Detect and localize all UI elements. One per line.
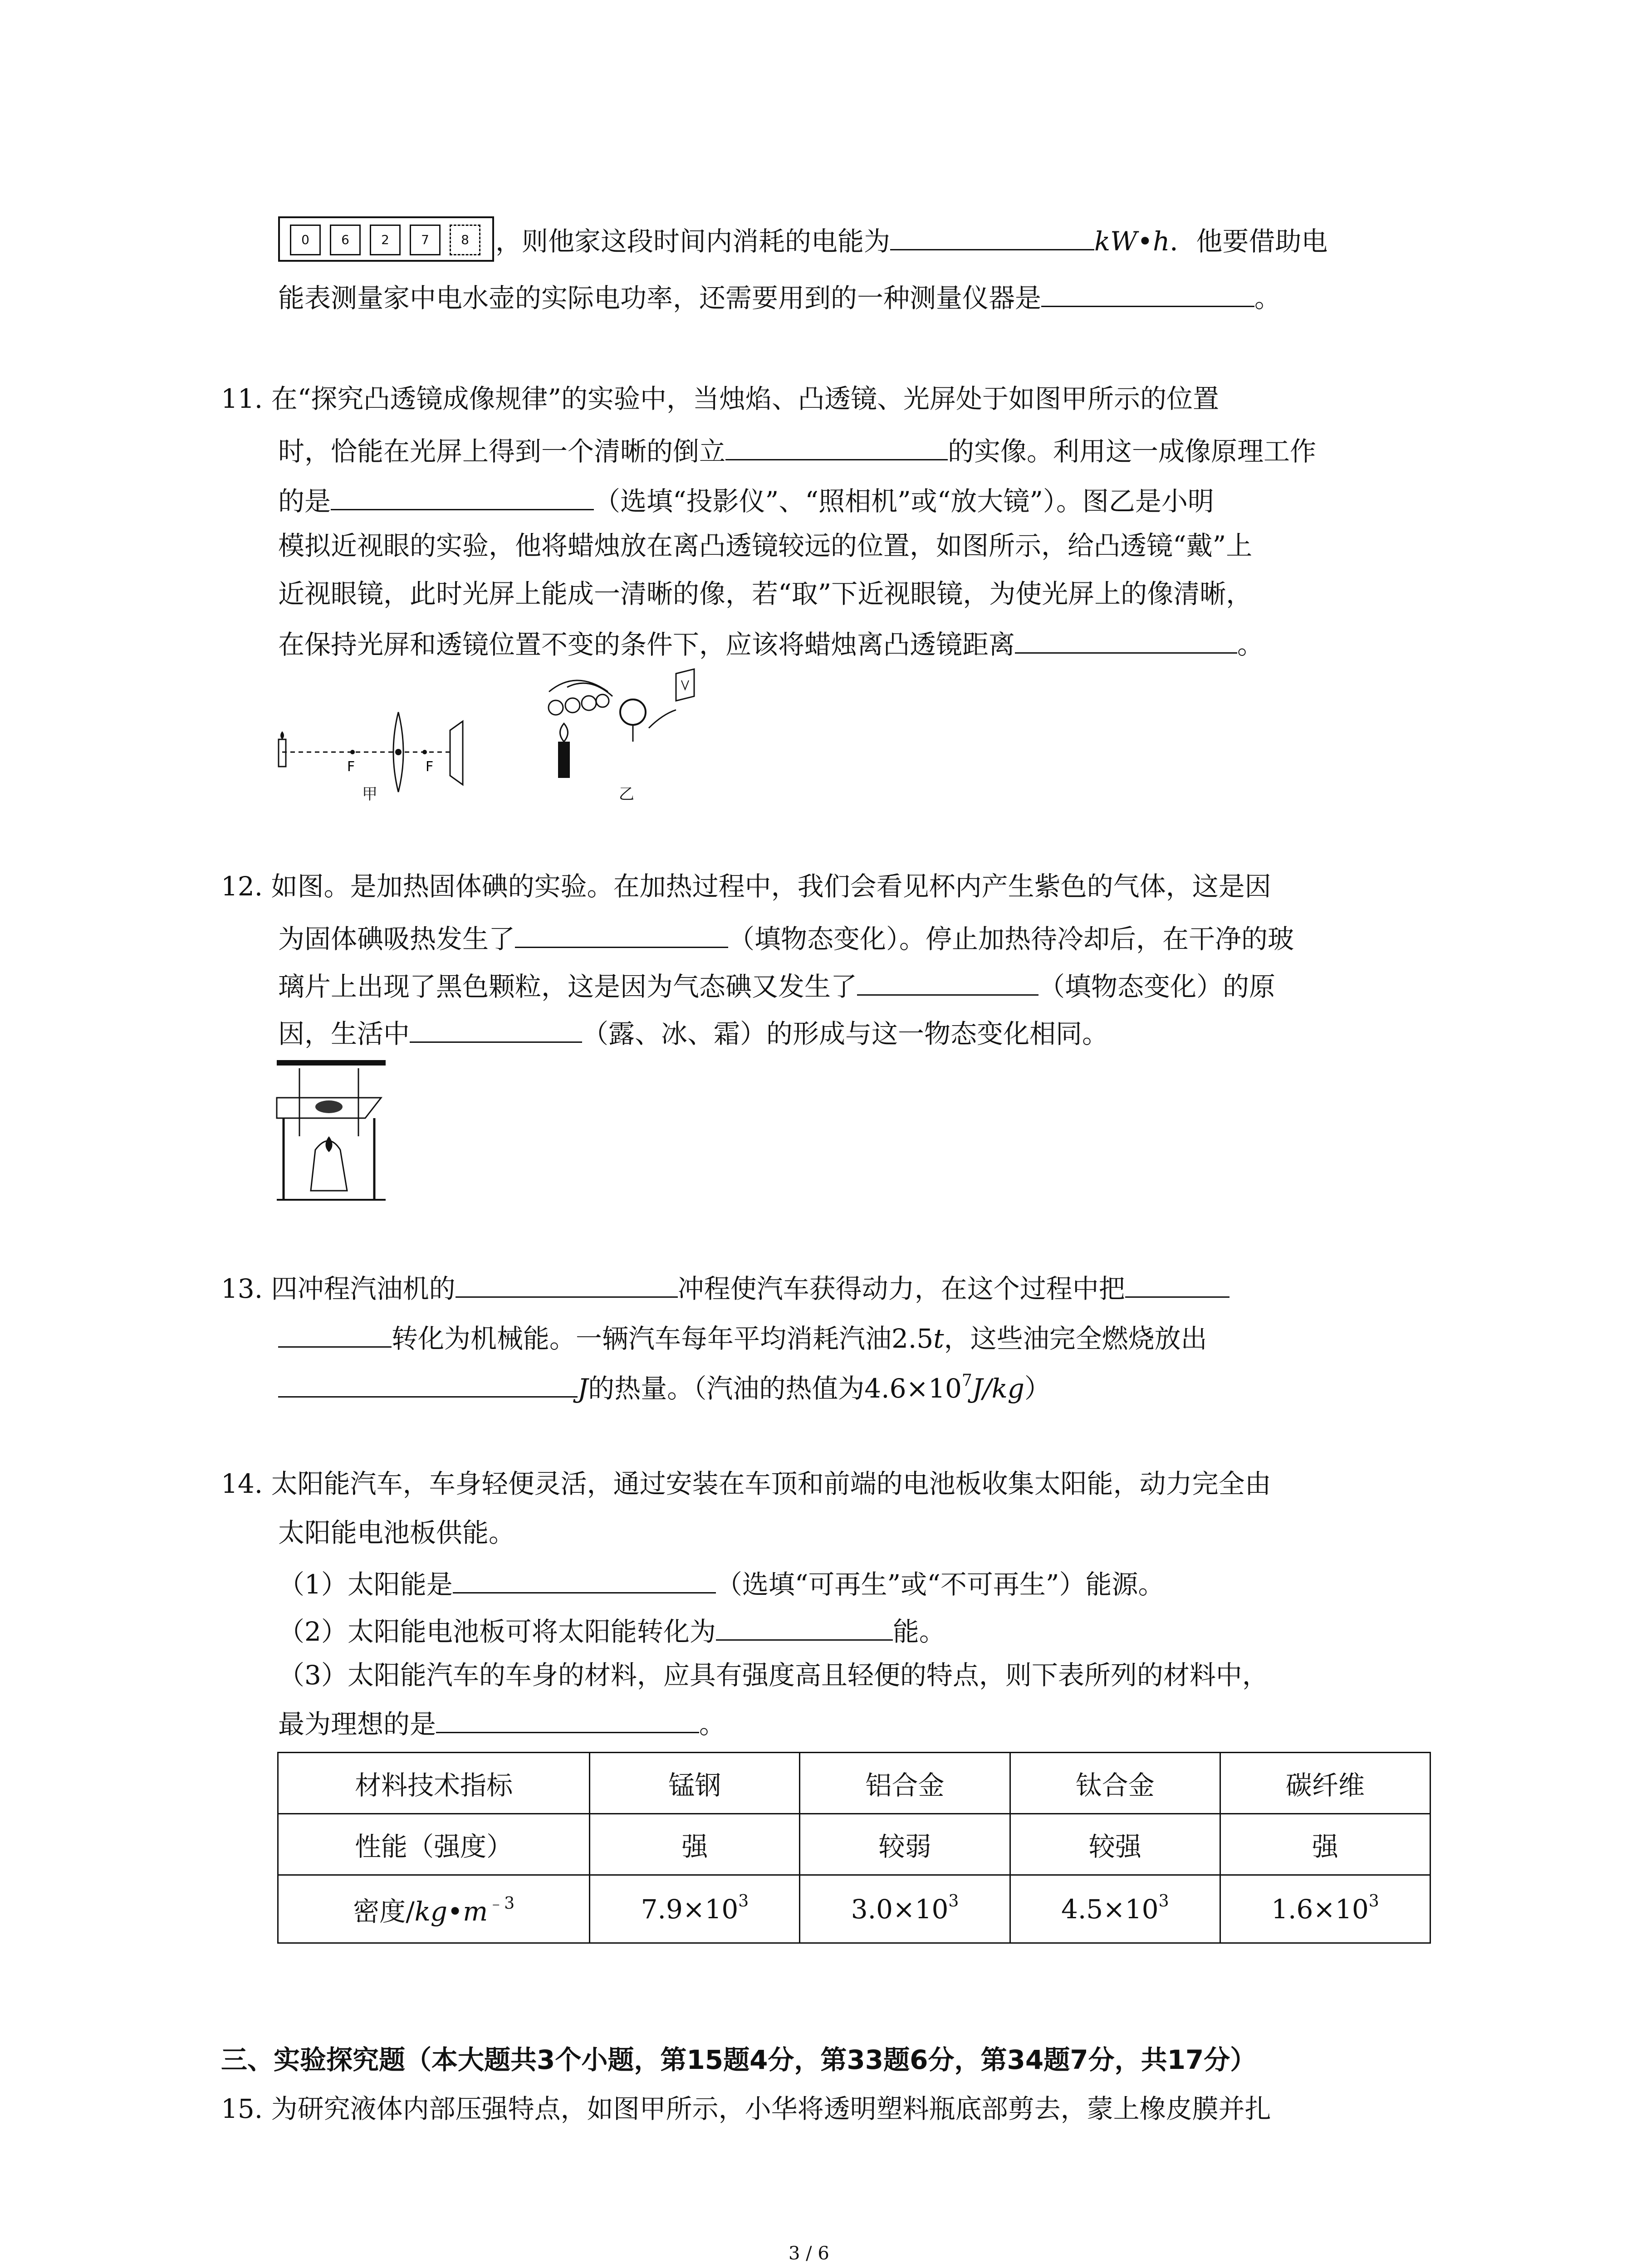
q14-line2: 太阳能电池板供能。 xyxy=(278,1517,515,1548)
page-number: 3 / 6 xyxy=(789,2243,829,2264)
figure-caption-yi: 乙 xyxy=(619,785,634,803)
table-cell: $1.6\times 10^3$ xyxy=(1220,1875,1430,1943)
q12-line1: 12. 如图。是加热固体碘的实验。在加热过程中，我们会看见杯内产生紫色的气体，这是因 xyxy=(221,871,1271,902)
answer-blank[interactable] xyxy=(1015,629,1237,654)
table-row xyxy=(278,1875,1430,1943)
materials-table xyxy=(277,1752,1431,1944)
lens-setup-figure xyxy=(272,699,481,798)
q13-line3: J的热量。（汽油的热值为$4.6\times 10^7J/kg$） xyxy=(278,1373,1051,1402)
q12-line4: 因，生活中 （露、冰、霜）的形成与这一物态变化相同。 xyxy=(278,1018,1109,1049)
candle-icon xyxy=(558,742,570,778)
table-cell: $3.0\times 10^3$ xyxy=(800,1875,1010,1943)
table-cell: 较弱 xyxy=(800,1814,1010,1875)
q10-line1: ，则他家这段时间内消耗的电能为 kW•h．他要借助电 xyxy=(495,226,1328,257)
q12-line3: 璃片上出现了黑色颗粒，这是因为气态碘又发生了 （填物态变化）的原 xyxy=(278,971,1276,1002)
table-header-cell: 碳纤维 xyxy=(1220,1753,1430,1814)
screen-icon xyxy=(450,721,463,785)
q12-line2: 为固体碘吸热发生了 （填物态变化）。停止加热待冷却后，在干净的玻 xyxy=(278,924,1294,954)
answer-blank[interactable] xyxy=(725,435,948,460)
table-header-cell: 材料技术指标 xyxy=(278,1753,590,1814)
answer-blank[interactable] xyxy=(436,1708,699,1733)
meter-digit: 0 xyxy=(290,225,321,255)
iodine-crystals xyxy=(315,1100,343,1113)
table-row xyxy=(278,1814,1430,1875)
answer-blank[interactable] xyxy=(278,1373,578,1398)
q11-line4: 模拟近视眼的实验，他将蜡烛放在离凸透镜较远的位置，如图所示，给凸透镜“戴”上 xyxy=(278,530,1253,561)
q14-part4: 最为理想的是 。 xyxy=(278,1709,726,1740)
answer-blank[interactable] xyxy=(1125,1273,1230,1298)
convex-lens-icon xyxy=(620,699,646,725)
table-cell: $4.5\times 10^3$ xyxy=(1010,1875,1220,1943)
q14-line1: 14. 太阳能汽车，车身轻便灵活，通过安装在车顶和前端的电池板收集太阳能，动力完全由 xyxy=(221,1468,1271,1499)
answer-blank[interactable] xyxy=(453,1569,716,1593)
table-header-cell: 铝合金 xyxy=(800,1753,1010,1814)
q11-line5: 近视眼镜，此时光屏上能成一清晰的像，若“取”下近视眼镜，为使光屏上的像清晰， xyxy=(278,578,1253,609)
q13-line1: 13. 四冲程汽油机的 冲程使汽车获得动力，在这个过程中把 xyxy=(221,1273,1230,1302)
q13-line2: 转化为机械能。一辆汽车每年平均消耗汽油2.5t，这些油完全燃烧放出 xyxy=(278,1323,1207,1352)
focal-label: F xyxy=(347,759,355,775)
answer-blank[interactable] xyxy=(716,1616,893,1641)
section-title: 三、实验探究题（本大题共3个小题，第15题4分，第33题6分，第34题7分，共17分） xyxy=(221,2044,1257,2075)
table-cell: 强 xyxy=(1220,1814,1430,1875)
table-cell: 强 xyxy=(590,1814,800,1875)
table-header-cell: 锰钢 xyxy=(590,1753,800,1814)
focal-label: F xyxy=(426,759,434,775)
glasses-icon xyxy=(549,700,563,715)
iodine-heating-figure xyxy=(272,1055,390,1209)
answer-blank[interactable] xyxy=(890,225,1094,250)
focal-point-right xyxy=(422,750,427,754)
screen-icon xyxy=(676,669,694,701)
table-cell: 密度$/kg•m^{﹣3}$ xyxy=(278,1875,590,1943)
table-cell: $7.9\times 10^3$ xyxy=(590,1875,800,1943)
table-cell: 性能（强度） xyxy=(278,1814,590,1875)
q11-line6: 在保持光屏和透镜位置不变的条件下，应该将蜡烛离凸透镜距离 。 xyxy=(278,629,1264,660)
q11-line3: 的是 （选填“投影仪”、“照相机”或“放大镜”）。图乙是小明 xyxy=(278,486,1214,517)
q11-line1: 11. 在“探究凸透镜成像规律”的实验中，当烛焰、凸透镜、光屏处于如图甲所示的位置 xyxy=(221,383,1219,414)
q14-part3: （3）太阳能汽车的车身的材料，应具有强度高且轻便的特点，则下表所列的材料中， xyxy=(278,1660,1269,1691)
answer-blank[interactable] xyxy=(456,1273,678,1298)
meter-digit: 2 xyxy=(370,225,401,255)
answer-blank[interactable] xyxy=(410,1018,582,1043)
table-cell: 较强 xyxy=(1010,1814,1220,1875)
answer-blank[interactable] xyxy=(331,485,594,510)
energy-meter-reading xyxy=(278,216,494,262)
q11-line2: 时，恰能在光屏上得到一个清晰的倒立 的实像。利用这一成像原理工作 xyxy=(278,436,1317,467)
candle-icon xyxy=(279,739,286,767)
meter-digit: 6 xyxy=(330,225,361,255)
focal-point-left xyxy=(350,750,355,754)
q14-part2: （2）太阳能电池板可将太阳能转化为 能。 xyxy=(278,1616,945,1647)
flame-icon xyxy=(280,731,284,739)
table-header-row xyxy=(278,1753,1430,1814)
table-header-cell: 钛合金 xyxy=(1010,1753,1220,1814)
q10-line2: 能表测量家中电水壶的实际电功率，还需要用到的一种测量仪器是 。 xyxy=(278,283,1281,313)
meter-digit-decimal: 8 xyxy=(450,225,480,255)
q14-part1: （1）太阳能是 （选填“可再生”或“不可再生”）能源。 xyxy=(278,1569,1165,1600)
answer-blank[interactable] xyxy=(278,1323,392,1348)
answer-blank[interactable] xyxy=(1041,282,1254,307)
myopia-setup-figure xyxy=(540,665,721,792)
answer-blank[interactable] xyxy=(857,971,1038,996)
meter-digit: 7 xyxy=(410,225,441,255)
figure-caption-jia: 甲 xyxy=(362,785,377,803)
q15-line1: 15. 为研究液体内部压强特点，如图甲所示，小华将透明塑料瓶底部剪去，蒙上橡皮膜并扎 xyxy=(221,2093,1271,2124)
answer-blank[interactable] xyxy=(515,923,728,948)
